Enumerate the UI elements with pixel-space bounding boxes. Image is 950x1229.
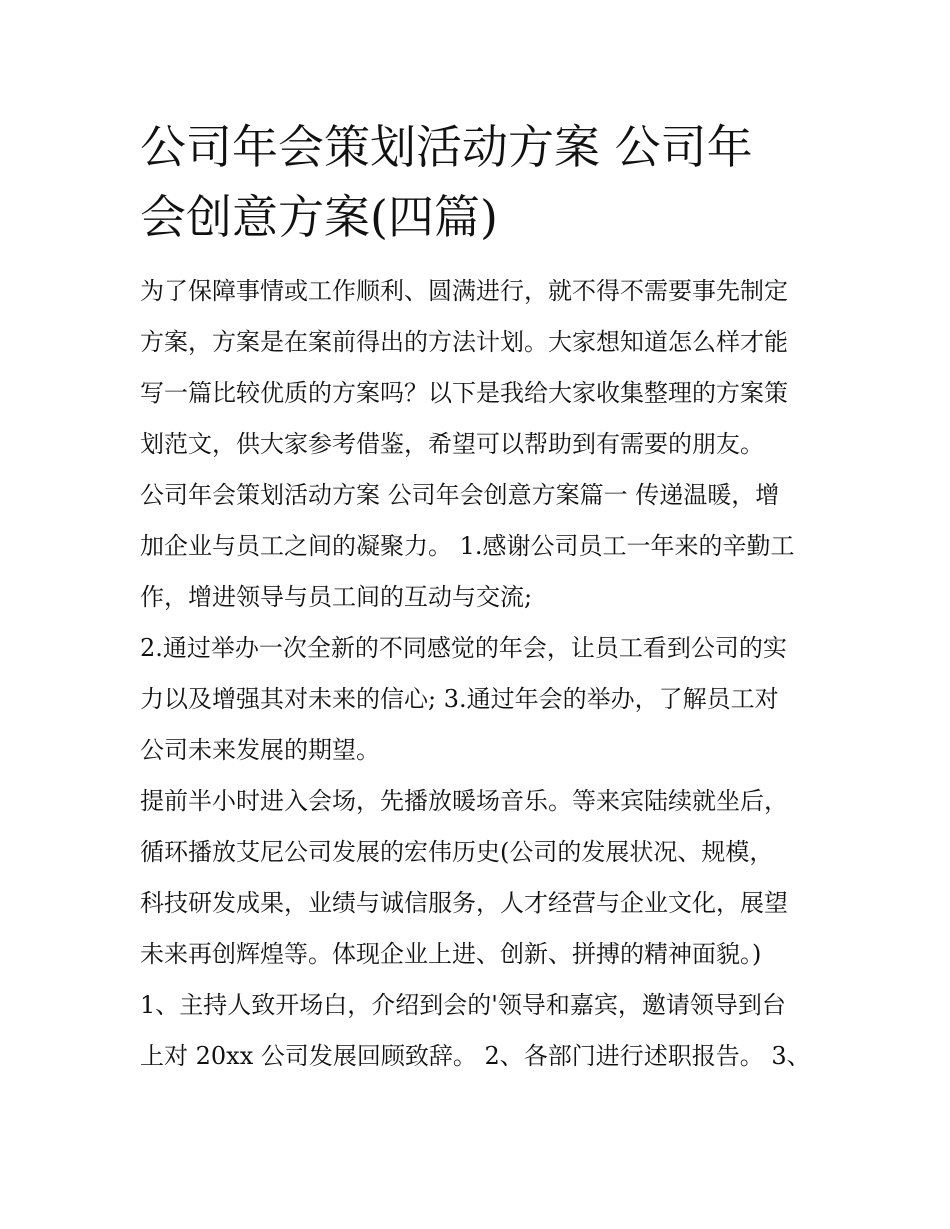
paragraph-agenda [140, 980, 812, 1082]
text-line: 上对 20xx 公司发展回顾致辞。 2、各部门进行述职报告。 3、 [140, 1042, 811, 1070]
paragraph-opening [140, 776, 812, 980]
title-line: 会创意方案(四篇) [140, 190, 498, 244]
text-line: 加企业与员工之间的凝聚力。 1.感谢公司员工一年来的辛勤工 [140, 532, 795, 560]
paragraph-intro [140, 266, 812, 470]
text-line: 写一篇比较优质的方案吗？以下是我给大家收集整理的方案策 [140, 379, 788, 407]
text-line: 1、主持人致开场白，介绍到会的'领导和嘉宾，邀请领导到台 [140, 991, 786, 1019]
text-line: 公司未来发展的期望。 [140, 736, 380, 764]
text-line: 循环播放艾尼公司发展的宏伟历史(公司的发展状况、规模， [140, 838, 774, 866]
paragraph-purpose [140, 470, 812, 623]
text-line: 为了保障事情或工作顺利、圆满进行，就不得不需要事先制定 [140, 277, 788, 305]
text-line: 划范文，供大家参考借鉴，希望可以帮助到有需要的朋友。 [140, 430, 764, 458]
document-body [140, 112, 812, 1082]
text-line: 未来再创辉煌等。体现企业上进、创新、拼搏的精神面貌。) [140, 940, 762, 968]
text-line: 力以及增强其对未来的信心; 3.通过年会的举办，了解员工对 [140, 685, 779, 713]
text-line: 提前半小时进入会场，先播放暖场音乐。等来宾陆续就坐后， [140, 787, 788, 815]
text-line: 科技研发成果，业绩与诚信服务，人才经营与企业文化，展望 [140, 889, 788, 917]
title-line: 公司年会策划活动方案 公司年 [140, 120, 753, 174]
text-line: 2.通过举办一次全新的不同感觉的年会，让员工看到公司的实 [140, 634, 787, 662]
text-line: 方案，方案是在案前得出的方法计划。大家想知道怎么样才能 [140, 328, 788, 356]
document-title [140, 112, 812, 252]
paragraph-goals [140, 623, 812, 776]
text-line: 作，增进领导与员工间的互动与交流; [140, 583, 533, 611]
text-line: 公司年会策划活动方案 公司年会创意方案篇一 传递温暖，增 [140, 481, 780, 509]
